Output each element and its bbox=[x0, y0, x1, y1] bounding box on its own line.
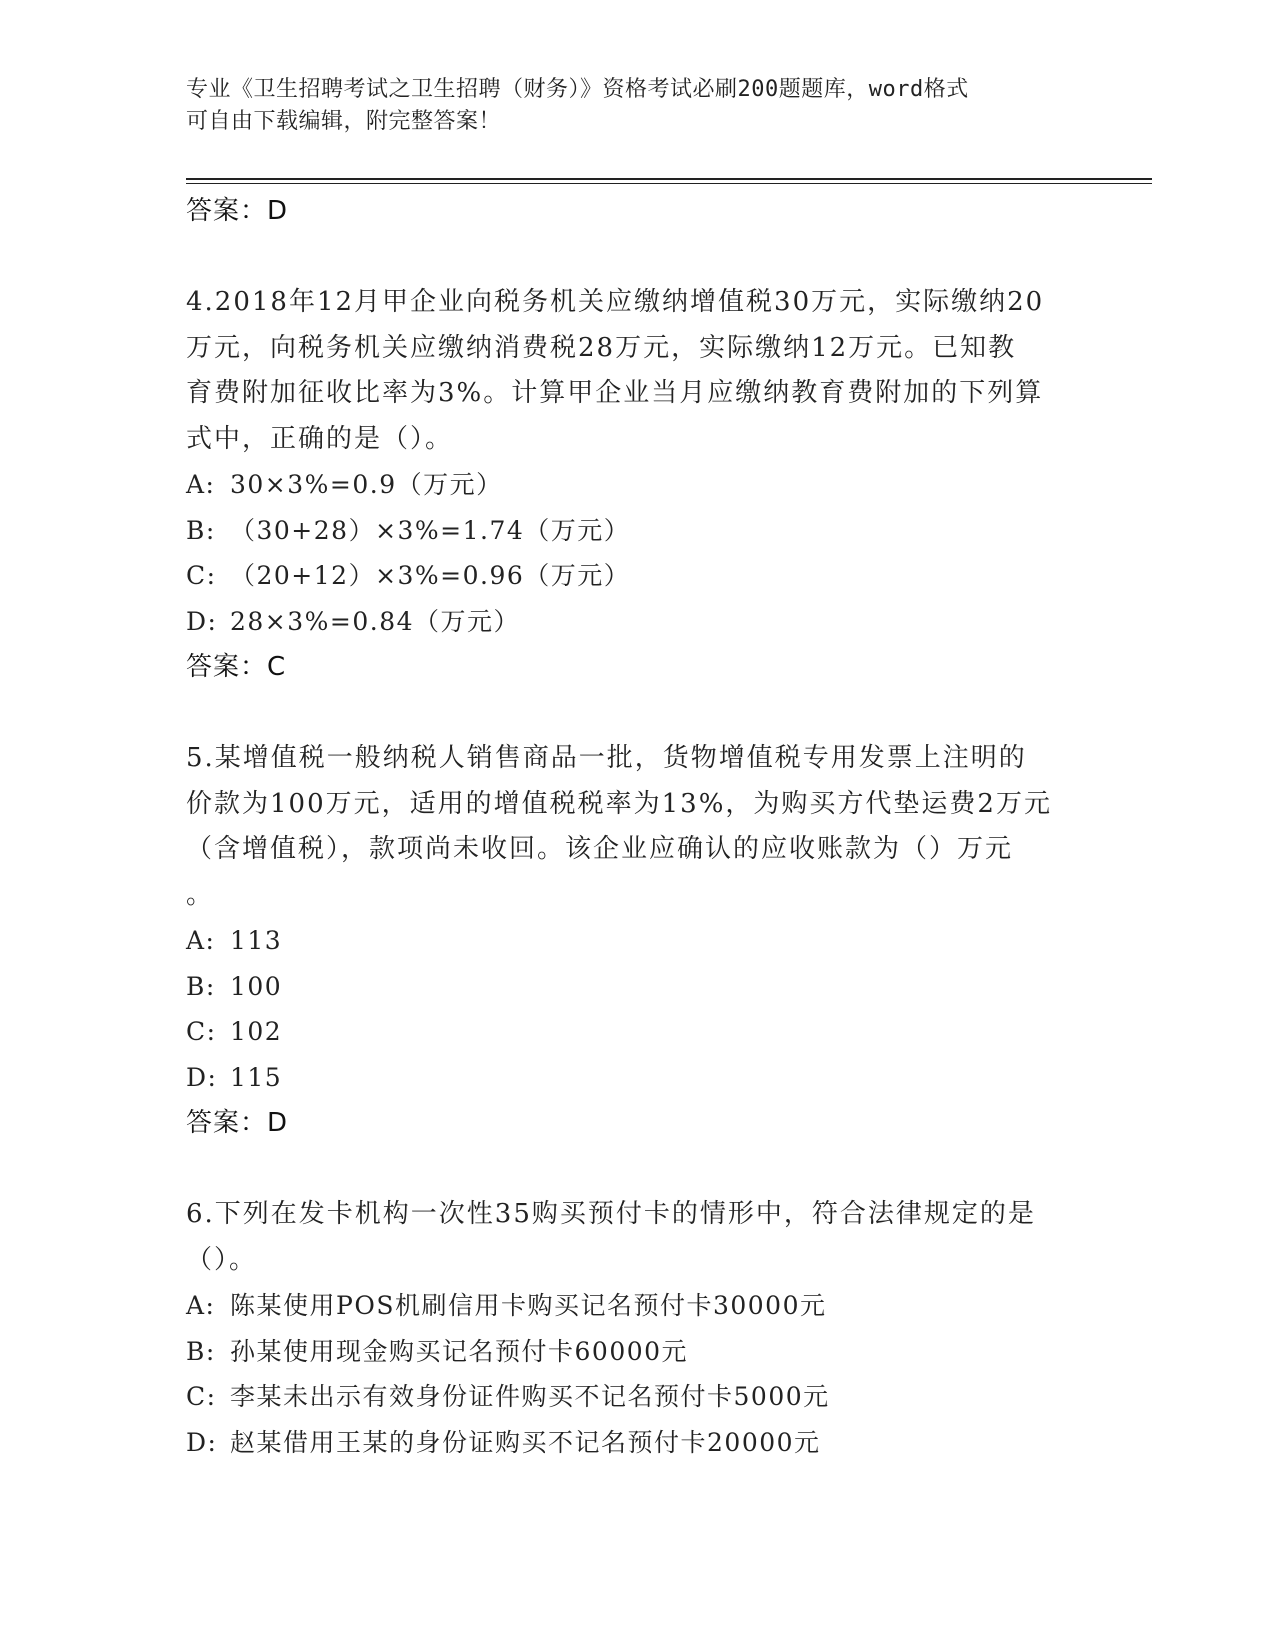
question-text-line: 。 bbox=[186, 879, 215, 910]
option-a bbox=[186, 462, 1086, 508]
option-a bbox=[186, 918, 1086, 964]
header-divider-thin bbox=[186, 183, 1152, 184]
option-text: （20+12）×3%=0.96（万元） bbox=[230, 561, 631, 590]
question-text-line: 6.下列在发卡机构一次性35购买预付卡的情形中，符合法律规定的是 bbox=[186, 1199, 1036, 1229]
option-label: D: bbox=[186, 1427, 218, 1457]
question-text-line: 价款为100万元，适用的增值税税率为13%，为购买方代垫运费2万元 bbox=[186, 788, 1052, 819]
option-b bbox=[186, 508, 1086, 554]
option-label: B: bbox=[186, 971, 216, 1001]
option-c bbox=[186, 553, 1086, 599]
option-text: 100 bbox=[230, 971, 283, 1001]
question-text-line: （含增值税），款项尚未收回。该企业应确认的应收账款为（）万元 bbox=[186, 834, 1014, 864]
option-text: 28×3%=0.84（万元） bbox=[230, 606, 521, 636]
option-text: 115 bbox=[230, 1062, 283, 1092]
answer-line: 答案：D bbox=[186, 1108, 289, 1138]
option-label: A: bbox=[186, 1291, 216, 1320]
option-b bbox=[186, 1329, 1086, 1375]
option-a bbox=[186, 1283, 1086, 1329]
option-label: C: bbox=[186, 1017, 217, 1046]
option-c bbox=[186, 1374, 1086, 1420]
header-divider-thick bbox=[186, 178, 1152, 180]
option-text: （30+28）×3%=1.74（万元） bbox=[230, 515, 631, 545]
answer-line: 答案：C bbox=[186, 652, 287, 682]
header-line-2: 可自由下载编辑，附完整答案！ bbox=[186, 109, 502, 134]
option-b bbox=[186, 964, 1086, 1010]
page-header bbox=[186, 74, 1066, 138]
option-text: 陈某使用POS机刷信用卡购买记名预付卡30000元 bbox=[230, 1291, 827, 1320]
question-text-line: 育费附加征收比率为3%。计算甲企业当月应缴纳教育费附加的下列算 bbox=[186, 378, 1044, 408]
question-5 bbox=[186, 736, 1086, 1146]
option-label: C: bbox=[186, 561, 217, 590]
option-d bbox=[186, 1055, 1086, 1101]
question-text-line: 4.2018年12月甲企业向税务机关应缴纳增值税30万元，实际缴纳20 bbox=[186, 287, 1045, 317]
option-label: A: bbox=[186, 926, 216, 955]
option-text: 102 bbox=[230, 1017, 283, 1046]
question-text-line: 5.某增值税一般纳税人销售商品一批，货物增值税专用发票上注明的 bbox=[186, 743, 1027, 773]
option-text: 孙某使用现金购买记名预付卡60000元 bbox=[230, 1336, 689, 1366]
option-label: D: bbox=[186, 1062, 218, 1092]
question-text-line: 式中，正确的是（）。 bbox=[186, 423, 454, 454]
option-text: 李某未出示有效身份证件购买不记名预付卡5000元 bbox=[230, 1382, 830, 1411]
option-label: C: bbox=[186, 1382, 217, 1411]
option-d bbox=[186, 599, 1086, 645]
option-label: B: bbox=[186, 515, 216, 545]
question-4 bbox=[186, 280, 1086, 690]
question-text-line: 万元，向税务机关应缴纳消费税28万元，实际缴纳12万元。已知教 bbox=[186, 332, 1017, 363]
option-label: A: bbox=[186, 470, 216, 499]
option-text: 30×3%=0.9（万元） bbox=[230, 470, 503, 499]
question-list bbox=[186, 188, 1086, 1465]
option-label: B: bbox=[186, 1336, 216, 1366]
question-text-line: （）。 bbox=[186, 1244, 258, 1275]
answer-line: 答案：D bbox=[186, 196, 289, 226]
option-text: 113 bbox=[230, 926, 283, 955]
option-d bbox=[186, 1420, 1086, 1466]
option-c bbox=[186, 1009, 1086, 1055]
header-line-1: 专业《卫生招聘考试之卫生招聘（财务）》资格考试必刷200题题库，word格式 bbox=[186, 77, 969, 102]
option-text: 赵某借用王某的身份证购买不记名预付卡20000元 bbox=[230, 1427, 821, 1457]
question-6 bbox=[186, 1192, 1086, 1465]
option-label: D: bbox=[186, 606, 218, 636]
